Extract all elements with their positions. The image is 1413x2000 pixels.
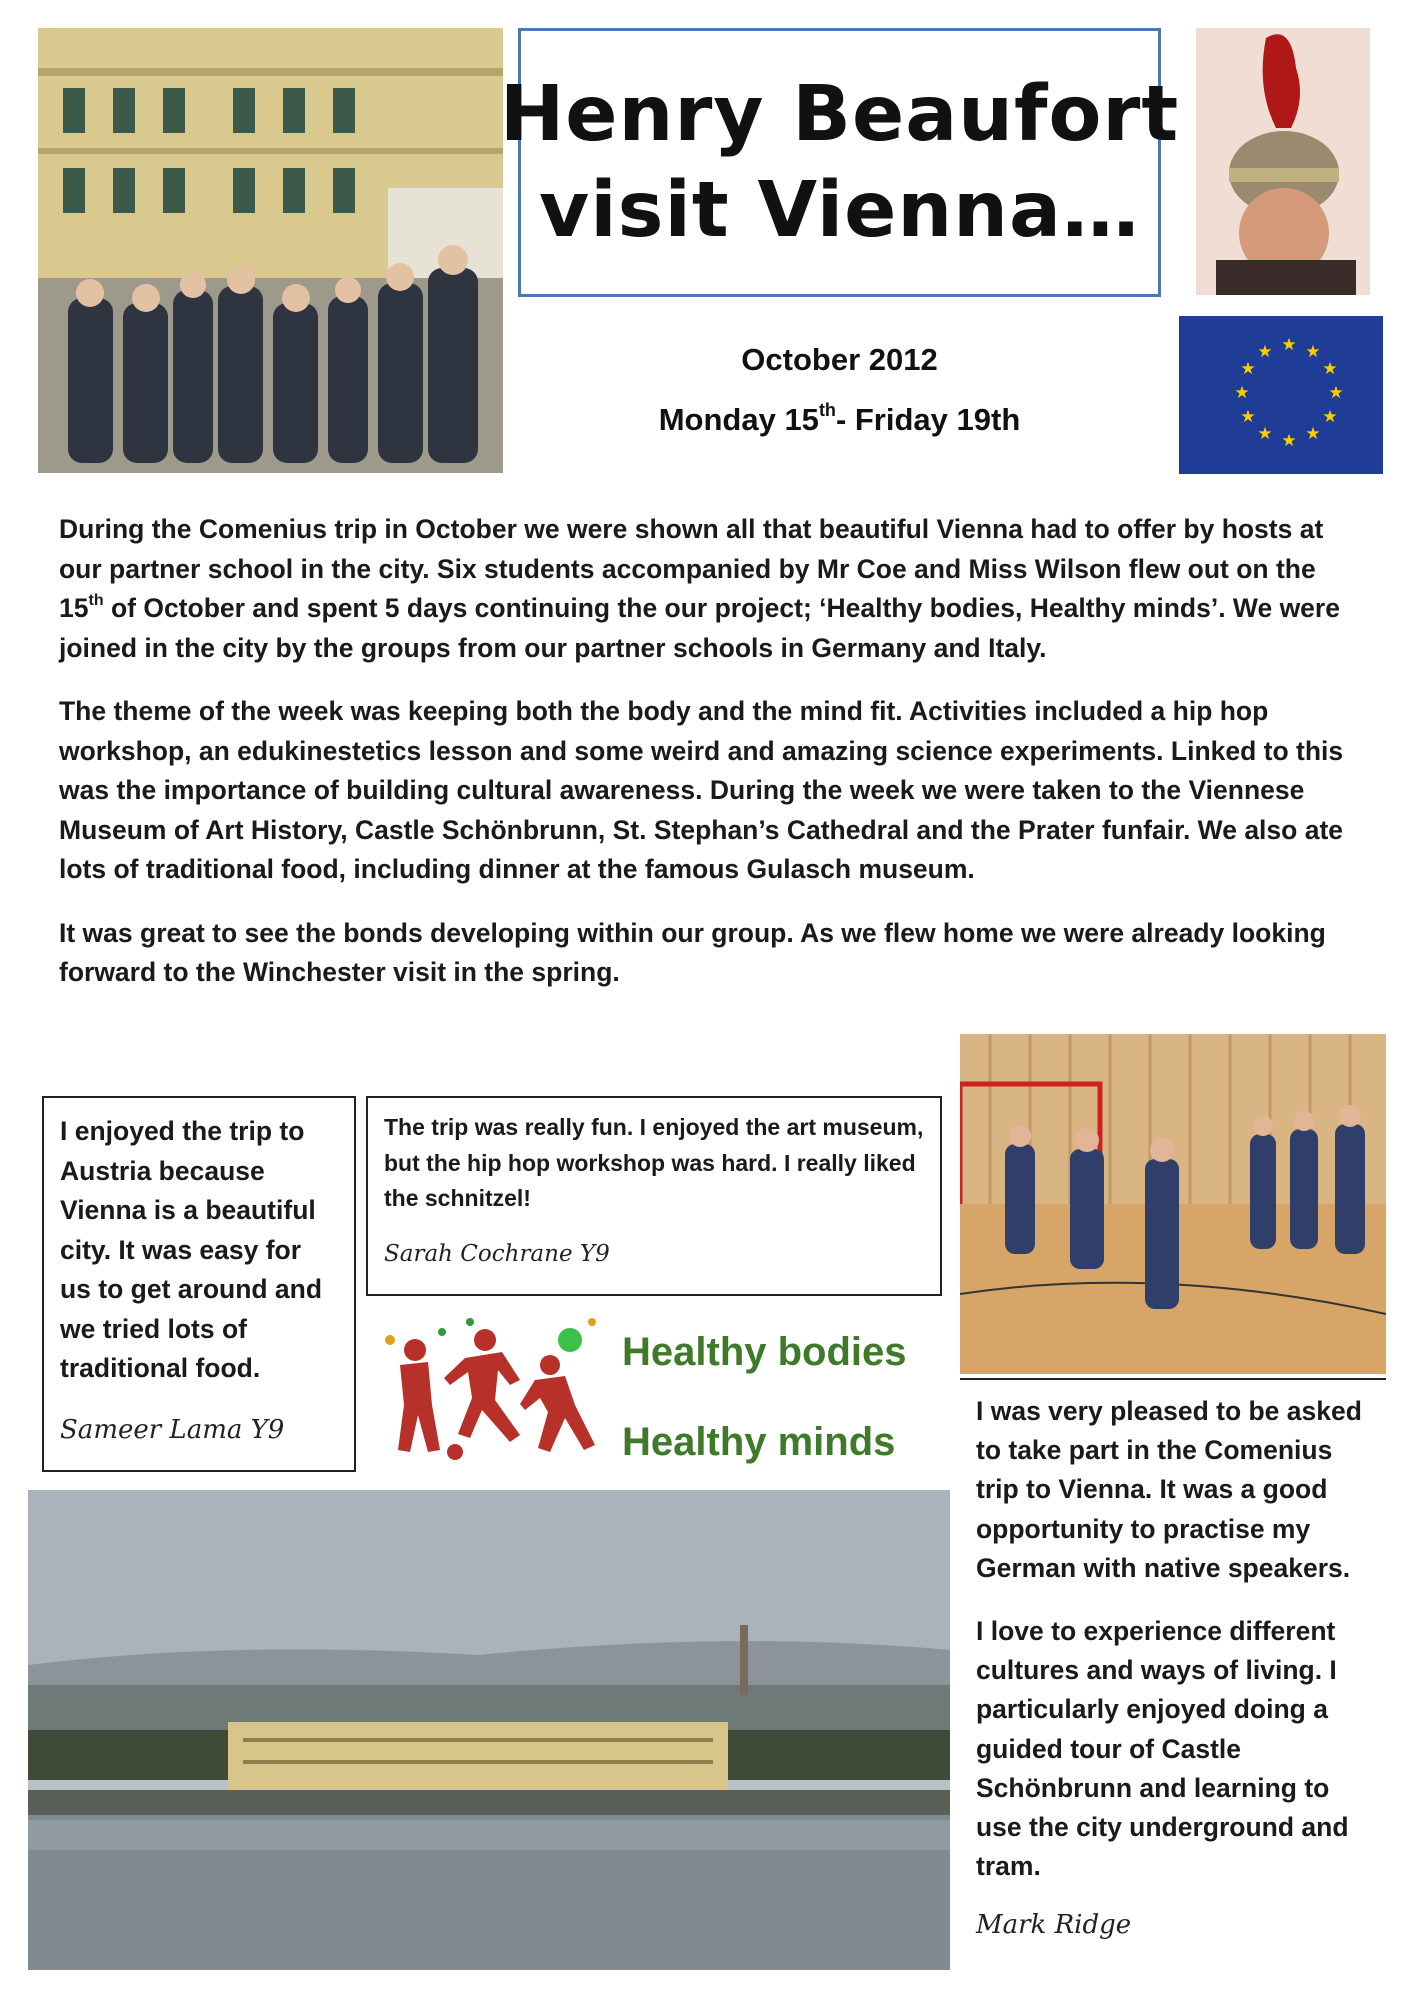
title-line-1: Henry Beaufort (499, 69, 1180, 159)
title-line-2: visit Vienna… (539, 165, 1140, 255)
helmet-portrait-photo (1196, 28, 1370, 295)
group-photo-palace (38, 28, 503, 473)
quote-text: The trip was really fun. I enjoyed the art museum, but the hip hop workshop was hard. I really liked the schnitzel! (384, 1114, 924, 1211)
svg-text:★: ★ (1305, 424, 1321, 444)
svg-text:★: ★ (1305, 342, 1321, 362)
date-range (518, 390, 1161, 450)
svg-text:★: ★ (1234, 383, 1250, 403)
quote-author: Sameer Lama Y9 (60, 1414, 285, 1445)
month-label: October 2012 (741, 342, 938, 377)
date-block (518, 330, 1161, 450)
article-p1-part-a: During the Comenius trip in October we were shown all that beautiful Vienna had to offer by hosts at our partner school in the city. Six students accompanied by Mr Coe and Miss Wilson flew out on the 15 (59, 514, 1324, 623)
schonbrunn-panorama-photo (28, 1490, 950, 1970)
svg-text:★: ★ (1281, 335, 1297, 355)
healthy-bodies-minds-logo (370, 1310, 930, 1470)
article-paragraph-1 (59, 510, 1359, 668)
quote-author: Mark Ridge (976, 1910, 1132, 1941)
sports-hall-photo (960, 1034, 1386, 1374)
article-body (59, 510, 1359, 1017)
article-p1-part-b: of October and spent 5 days continuing the our project; ‘Healthy bodies, Healthy minds’. We were joined in the city by the groups from our partner schools in Germany and Italy. (59, 593, 1340, 663)
article-p1-ordinal: th (88, 592, 104, 609)
quote-box-mark (960, 1378, 1386, 1990)
quote-text: I enjoyed the trip to Austria because Vienna is a beautiful city. It was easy for us to get around and we tried lots of traditional food. (60, 1116, 323, 1383)
svg-text:★: ★ (1281, 431, 1297, 451)
slogan-healthy-bodies: Healthy bodies (622, 1330, 907, 1374)
slogan-healthy-minds: Healthy minds (622, 1420, 896, 1464)
svg-text:★: ★ (1240, 359, 1256, 379)
quote-paragraph-2: I love to experience different cultures and ways of living. I particularly enjoyed doing a guided tour of Castle Schönbrunn and learning to use the city underground and tram. (976, 1616, 1349, 1882)
svg-text:★: ★ (1322, 407, 1338, 427)
article-paragraph-3: It was great to see the bonds developing within our group. As we flew home we were already looking forward to the Winchester visit in the spring. (59, 917, 1326, 987)
svg-text:★: ★ (1257, 342, 1273, 362)
eu-flag (1179, 316, 1383, 474)
quote-box-sameer (42, 1096, 356, 1472)
quote-paragraph-1: I was very pleased to be asked to take part in the Comenius trip to Vienna. It was a good opportunity to practise my German with native speakers. (976, 1396, 1362, 1583)
title-box (499, 28, 1180, 297)
footballers-silhouette-icon (370, 1310, 610, 1470)
quote-box-sarah (366, 1096, 942, 1296)
quote-author: Sarah Cochrane Y9 (384, 1240, 610, 1267)
date-range-ordinal: th (818, 400, 836, 420)
svg-text:★: ★ (1240, 407, 1256, 427)
article-paragraph-2: The theme of the week was keeping both the body and the mind fit. Activities included a hip hop workshop, an edukinestetics lesson and some weird and amazing science experiments. Linked to this was the importance of building cultural awareness. During the week we were taken to the Viennese Museum of Art History, Castle Schönbrunn, St. Stephan’s Cathedral and the Prater funfair. We also ate lots of traditional food, including dinner at the famous Gulasch museum. (59, 696, 1344, 884)
svg-text:★: ★ (1322, 359, 1338, 379)
date-range-start: Monday 15 (658, 402, 819, 437)
svg-text:★: ★ (1328, 383, 1344, 403)
date-range-end: - Friday 19th (835, 402, 1021, 437)
svg-text:★: ★ (1257, 424, 1273, 444)
